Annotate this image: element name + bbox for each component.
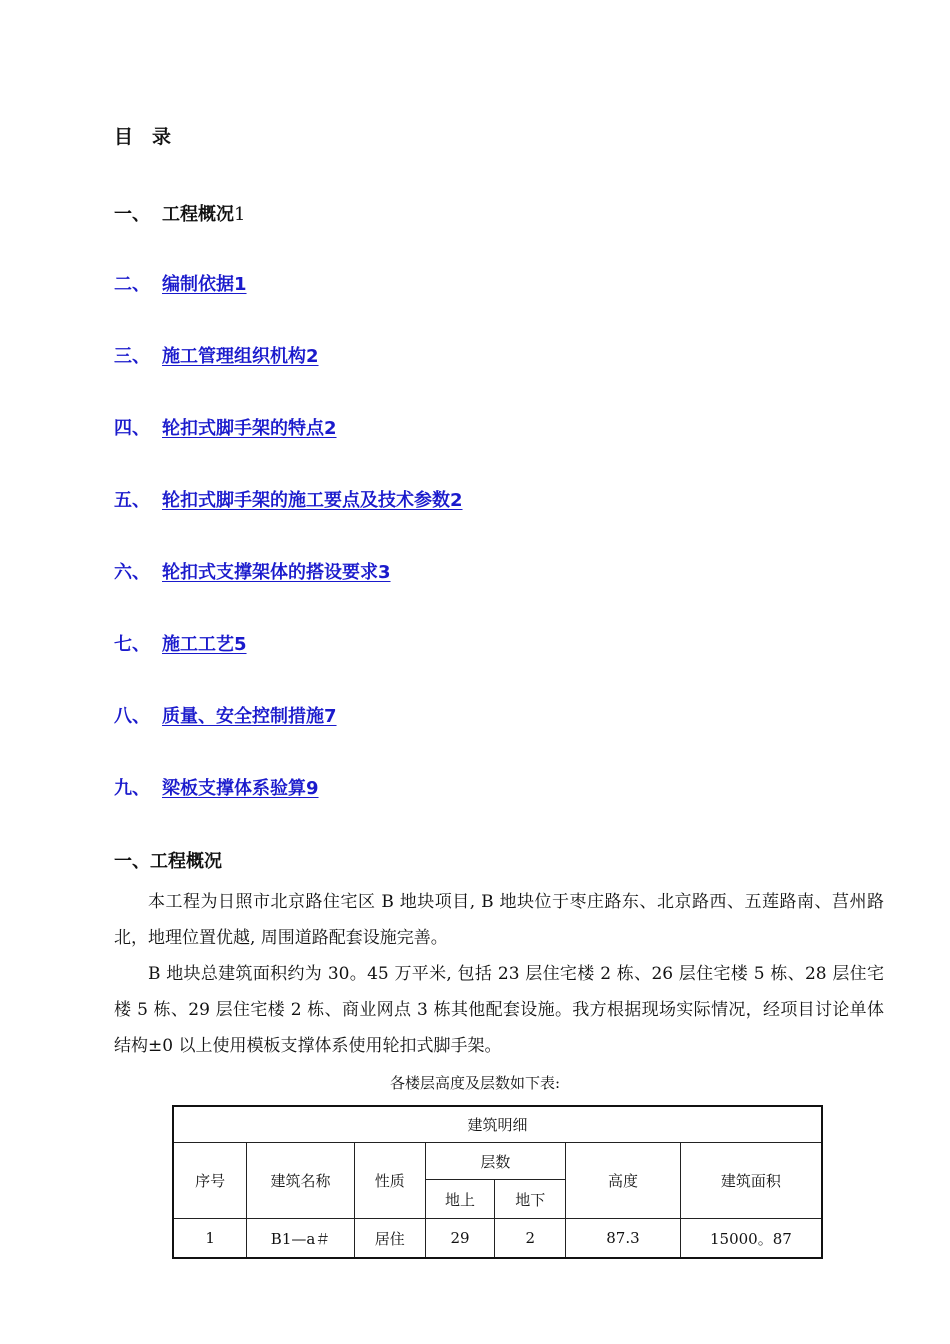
toc-item-page: 2 bbox=[450, 490, 463, 511]
toc-item-number: 八、 bbox=[114, 706, 150, 727]
toc-item-title: 施工管理组织机构 bbox=[162, 346, 306, 367]
toc-item-number: 四、 bbox=[114, 418, 150, 439]
table-caption: 各楼层高度及层数如下表: bbox=[389, 1074, 561, 1092]
toc-item-number: 三、 bbox=[114, 346, 150, 367]
header-name: 建筑名称 bbox=[247, 1143, 355, 1219]
toc-item-number: 二、 bbox=[114, 274, 150, 295]
toc-title-part1: 目 bbox=[114, 126, 135, 148]
toc-item[interactable] bbox=[114, 630, 247, 656]
toc-item[interactable] bbox=[114, 558, 391, 584]
cell-above: 29 bbox=[425, 1219, 495, 1259]
header-floors: 层数 bbox=[425, 1143, 566, 1180]
toc-item-title: 轮扣式脚手架的特点 bbox=[162, 418, 324, 439]
header-above: 地上 bbox=[425, 1180, 495, 1219]
toc-item[interactable] bbox=[114, 342, 319, 368]
toc-item-title: 梁板支撑体系验算 bbox=[162, 778, 306, 799]
toc-item[interactable] bbox=[114, 702, 337, 728]
cell-nature: 居住 bbox=[354, 1219, 425, 1259]
header-height: 高度 bbox=[566, 1143, 681, 1219]
toc-item-page: 2 bbox=[306, 346, 319, 367]
toc-item[interactable] bbox=[114, 414, 337, 440]
toc-title bbox=[114, 122, 172, 149]
toc-title-part2: 录 bbox=[152, 126, 173, 148]
toc-item-page: 1 bbox=[234, 204, 246, 225]
cell-height: 87.3 bbox=[566, 1219, 681, 1259]
toc-item-page: 3 bbox=[378, 562, 391, 583]
toc-item-page: 1 bbox=[234, 274, 247, 295]
header-nature: 性质 bbox=[354, 1143, 425, 1219]
toc-item-page: 5 bbox=[234, 634, 247, 655]
toc-item-page: 2 bbox=[324, 418, 337, 439]
cell-area: 15000。87 bbox=[680, 1219, 822, 1259]
toc-item-title: 轮扣式脚手架的施工要点及技术参数 bbox=[162, 490, 450, 511]
toc-item-page: 7 bbox=[324, 706, 337, 727]
paragraph-area: B 地块总建筑面积约为 30。45 万平米, 包括 23 层住宅楼 2 栋、26 层住宅楼 5 栋、28 层住宅楼 5 栋、29 层住宅楼 2 栋、商业网点 3 栋其他配套设施。我方根据现场实际情况，经项目讨论单体结构±0 以上使用模板支撑体系使用轮扣式脚手架。 bbox=[114, 964, 884, 1056]
toc-item-number: 七、 bbox=[114, 634, 150, 655]
toc-item-title: 轮扣式支撑架体的搭设要求 bbox=[162, 562, 378, 583]
toc-item-number: 六、 bbox=[114, 562, 150, 583]
toc-item-title: 施工工艺 bbox=[162, 634, 234, 655]
toc-item-number: 五、 bbox=[114, 490, 150, 511]
toc-item-number: 一、 bbox=[114, 204, 150, 225]
header-area: 建筑面积 bbox=[680, 1143, 822, 1219]
toc-item[interactable] bbox=[114, 486, 463, 512]
table-title: 建筑明细 bbox=[173, 1106, 822, 1143]
toc-item-number: 九、 bbox=[114, 778, 150, 799]
toc-item-title: 编制依据 bbox=[162, 274, 234, 295]
paragraph-location: 本工程为日照市北京路住宅区 B 地块项目, B 地块位于枣庄路东、北京路西、五莲路南、莒州路北，地理位置优越, 周围道路配套设施完善。 bbox=[114, 892, 884, 948]
toc-item-title: 质量、安全控制措施 bbox=[162, 706, 324, 727]
toc-item-page: 9 bbox=[306, 778, 319, 799]
table-row bbox=[173, 1219, 822, 1259]
toc-item[interactable] bbox=[114, 774, 319, 800]
section-heading: 一、工程概况 bbox=[114, 851, 222, 872]
cell-name: B1—a＃ bbox=[247, 1219, 355, 1259]
cell-below: 2 bbox=[495, 1219, 566, 1259]
header-below: 地下 bbox=[495, 1180, 566, 1219]
toc-item-title: 工程概况 bbox=[162, 204, 234, 225]
building-table bbox=[172, 1105, 823, 1259]
header-seq: 序号 bbox=[173, 1143, 247, 1219]
cell-seq: 1 bbox=[173, 1219, 247, 1259]
toc-item bbox=[114, 200, 245, 226]
toc-item[interactable] bbox=[114, 270, 247, 296]
